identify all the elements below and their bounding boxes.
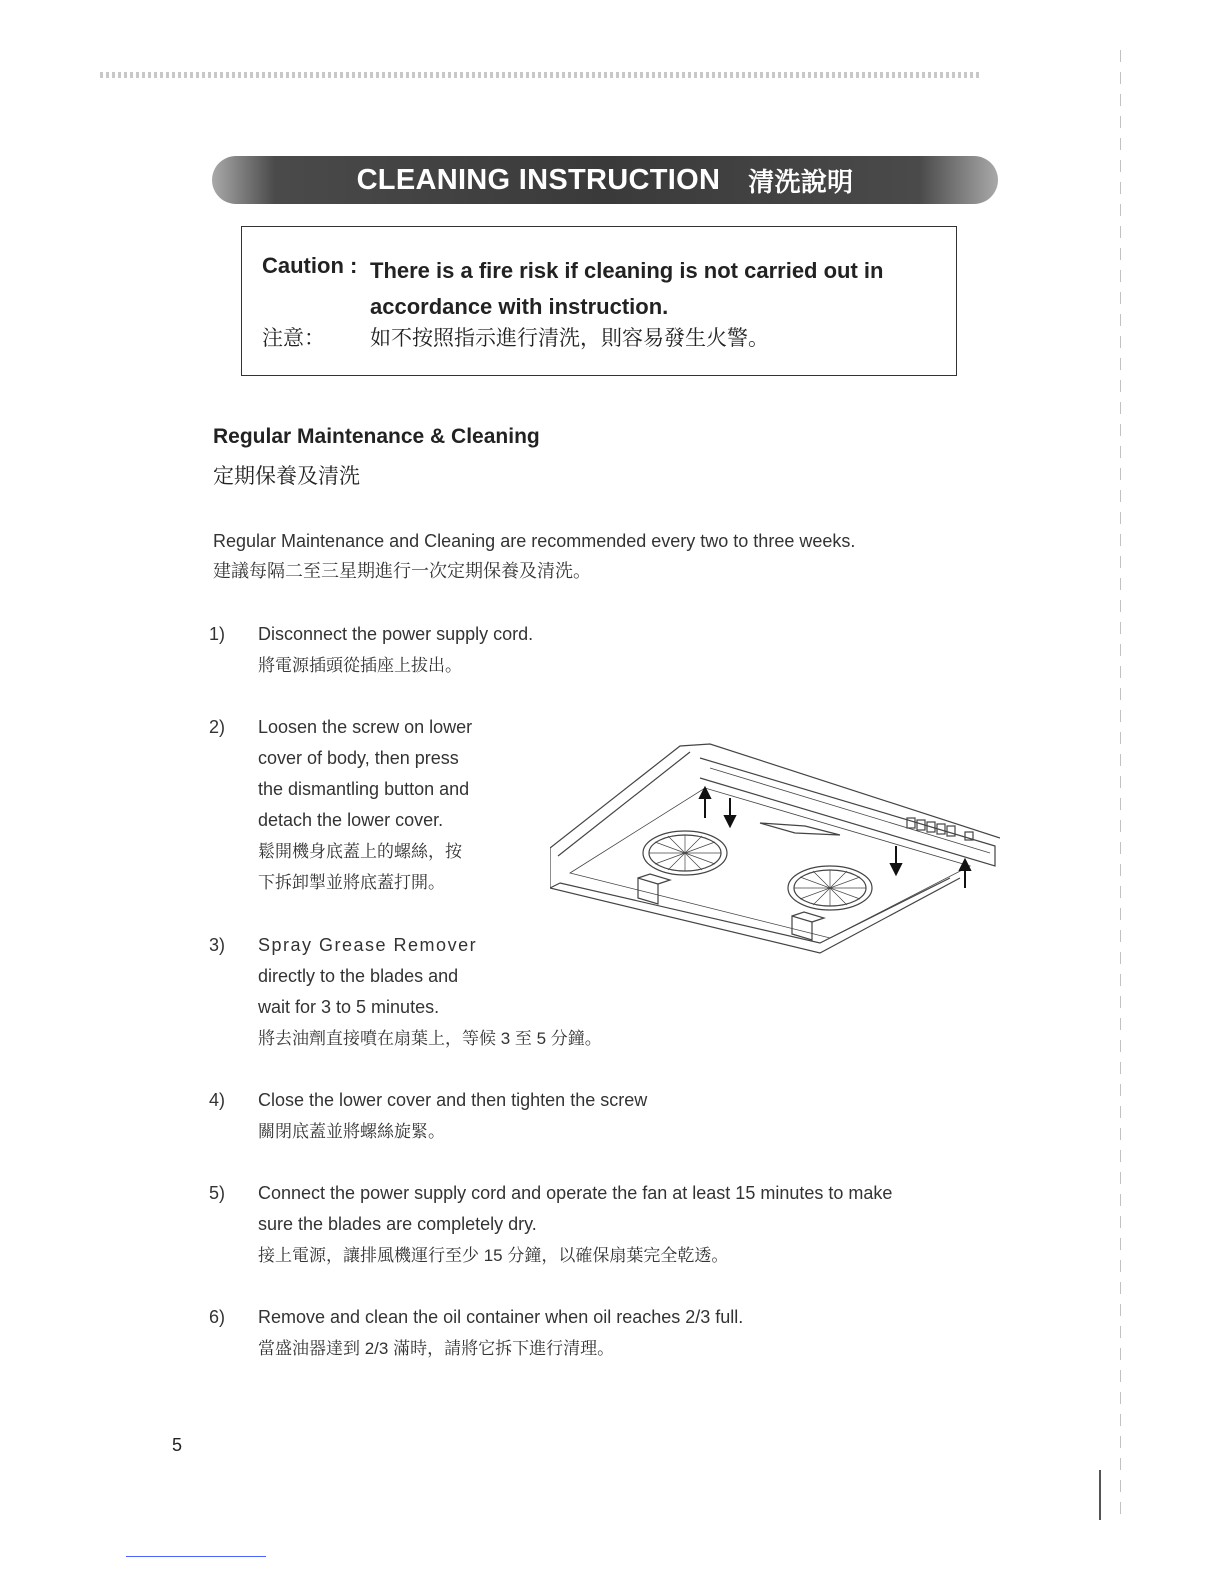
step-line: Disconnect the power supply cord.: [258, 624, 534, 644]
step-line-cn: 接上電源，讓排風機運行至少 15 分鐘，以確保扇葉完全乾透。: [258, 1246, 729, 1265]
step-line: Connect the power supply cord and operate the fan at least 15 minutes to make: [258, 1183, 893, 1203]
caution-text-cn: 如不按照指示進行清洗，則容易發生火警。: [370, 327, 769, 350]
step-line: directly to the blades and: [258, 966, 459, 986]
section-banner: [212, 156, 998, 204]
step-line-cn: 關閉底蓋並將螺絲旋緊。: [258, 1122, 445, 1141]
step-line: Remove and clean the oil container when oil reaches 2/3 full.: [258, 1307, 744, 1327]
scan-artifact-top: [100, 72, 980, 78]
step-line: sure the blades are completely dry.: [258, 1214, 537, 1234]
scan-artifact-bottom: [126, 1556, 266, 1557]
step-line: cover of body, then press: [258, 748, 459, 768]
banner-title-en: CLEANING INSTRUCTION: [356, 163, 721, 196]
step-line-cn: 鬆開機身底蓋上的螺絲，按: [258, 842, 462, 861]
step-number: 2): [209, 717, 226, 737]
step-line: the dismantling button and: [258, 779, 470, 799]
step-text: [258, 712, 518, 898]
step-line-cn: 將電源插頭從插座上拔出。: [258, 656, 462, 675]
caution-text-line1: There is a fire risk if cleaning is not carried out in: [370, 258, 884, 283]
banner-title-cn: 清洗說明: [748, 167, 854, 198]
caution-text-line2: accordance with instruction.: [370, 294, 669, 319]
intro-paragraph: Regular Maintenance and Cleaning are recommended every two to three weeks.: [213, 531, 856, 551]
step-line-cn: 當盛油器達到 2/3 滿時，請將它拆下進行清理。: [258, 1339, 615, 1358]
step-number: 3): [209, 935, 226, 955]
caution-text: [370, 253, 960, 325]
intro-paragraph-cn: 建議每隔二至三星期進行一次定期保養及清洗。: [213, 561, 591, 581]
step-number: 6): [209, 1307, 226, 1327]
caution-label-cn: 注意：: [262, 327, 325, 350]
step-text: [258, 1085, 647, 1147]
step-number: 1): [209, 624, 226, 644]
section-title: Regular Maintenance & Cleaning: [213, 425, 540, 448]
page-number: 5: [172, 1435, 183, 1455]
step-line: Loosen the screw on lower: [258, 717, 473, 737]
step-number: 5): [209, 1183, 226, 1203]
step-line: wait for 3 to 5 minutes.: [258, 997, 440, 1017]
step-line-cn: 將去油劑直接噴在扇葉上，等候 3 至 5 分鐘。: [258, 1029, 602, 1048]
step-text: [258, 619, 533, 681]
step-line: Close the lower cover and then tighten the screw: [258, 1090, 648, 1110]
step-text: [258, 1302, 743, 1364]
range-hood-diagram: [550, 738, 1000, 958]
caution-label: Caution :: [262, 253, 358, 278]
step-text: [258, 930, 602, 1054]
section-title-cn: 定期保養及清洗: [213, 465, 360, 488]
scan-artifact-right: [1120, 50, 1121, 1520]
step-line: Spray Grease Remover: [258, 935, 478, 955]
step-text: [258, 1178, 892, 1271]
step-line: detach the lower cover.: [258, 810, 444, 830]
step-line-cn: 下拆卸掣並將底蓋打開。: [258, 873, 445, 892]
step-number: 4): [209, 1090, 226, 1110]
scan-artifact-right-solid: [1099, 1470, 1101, 1520]
